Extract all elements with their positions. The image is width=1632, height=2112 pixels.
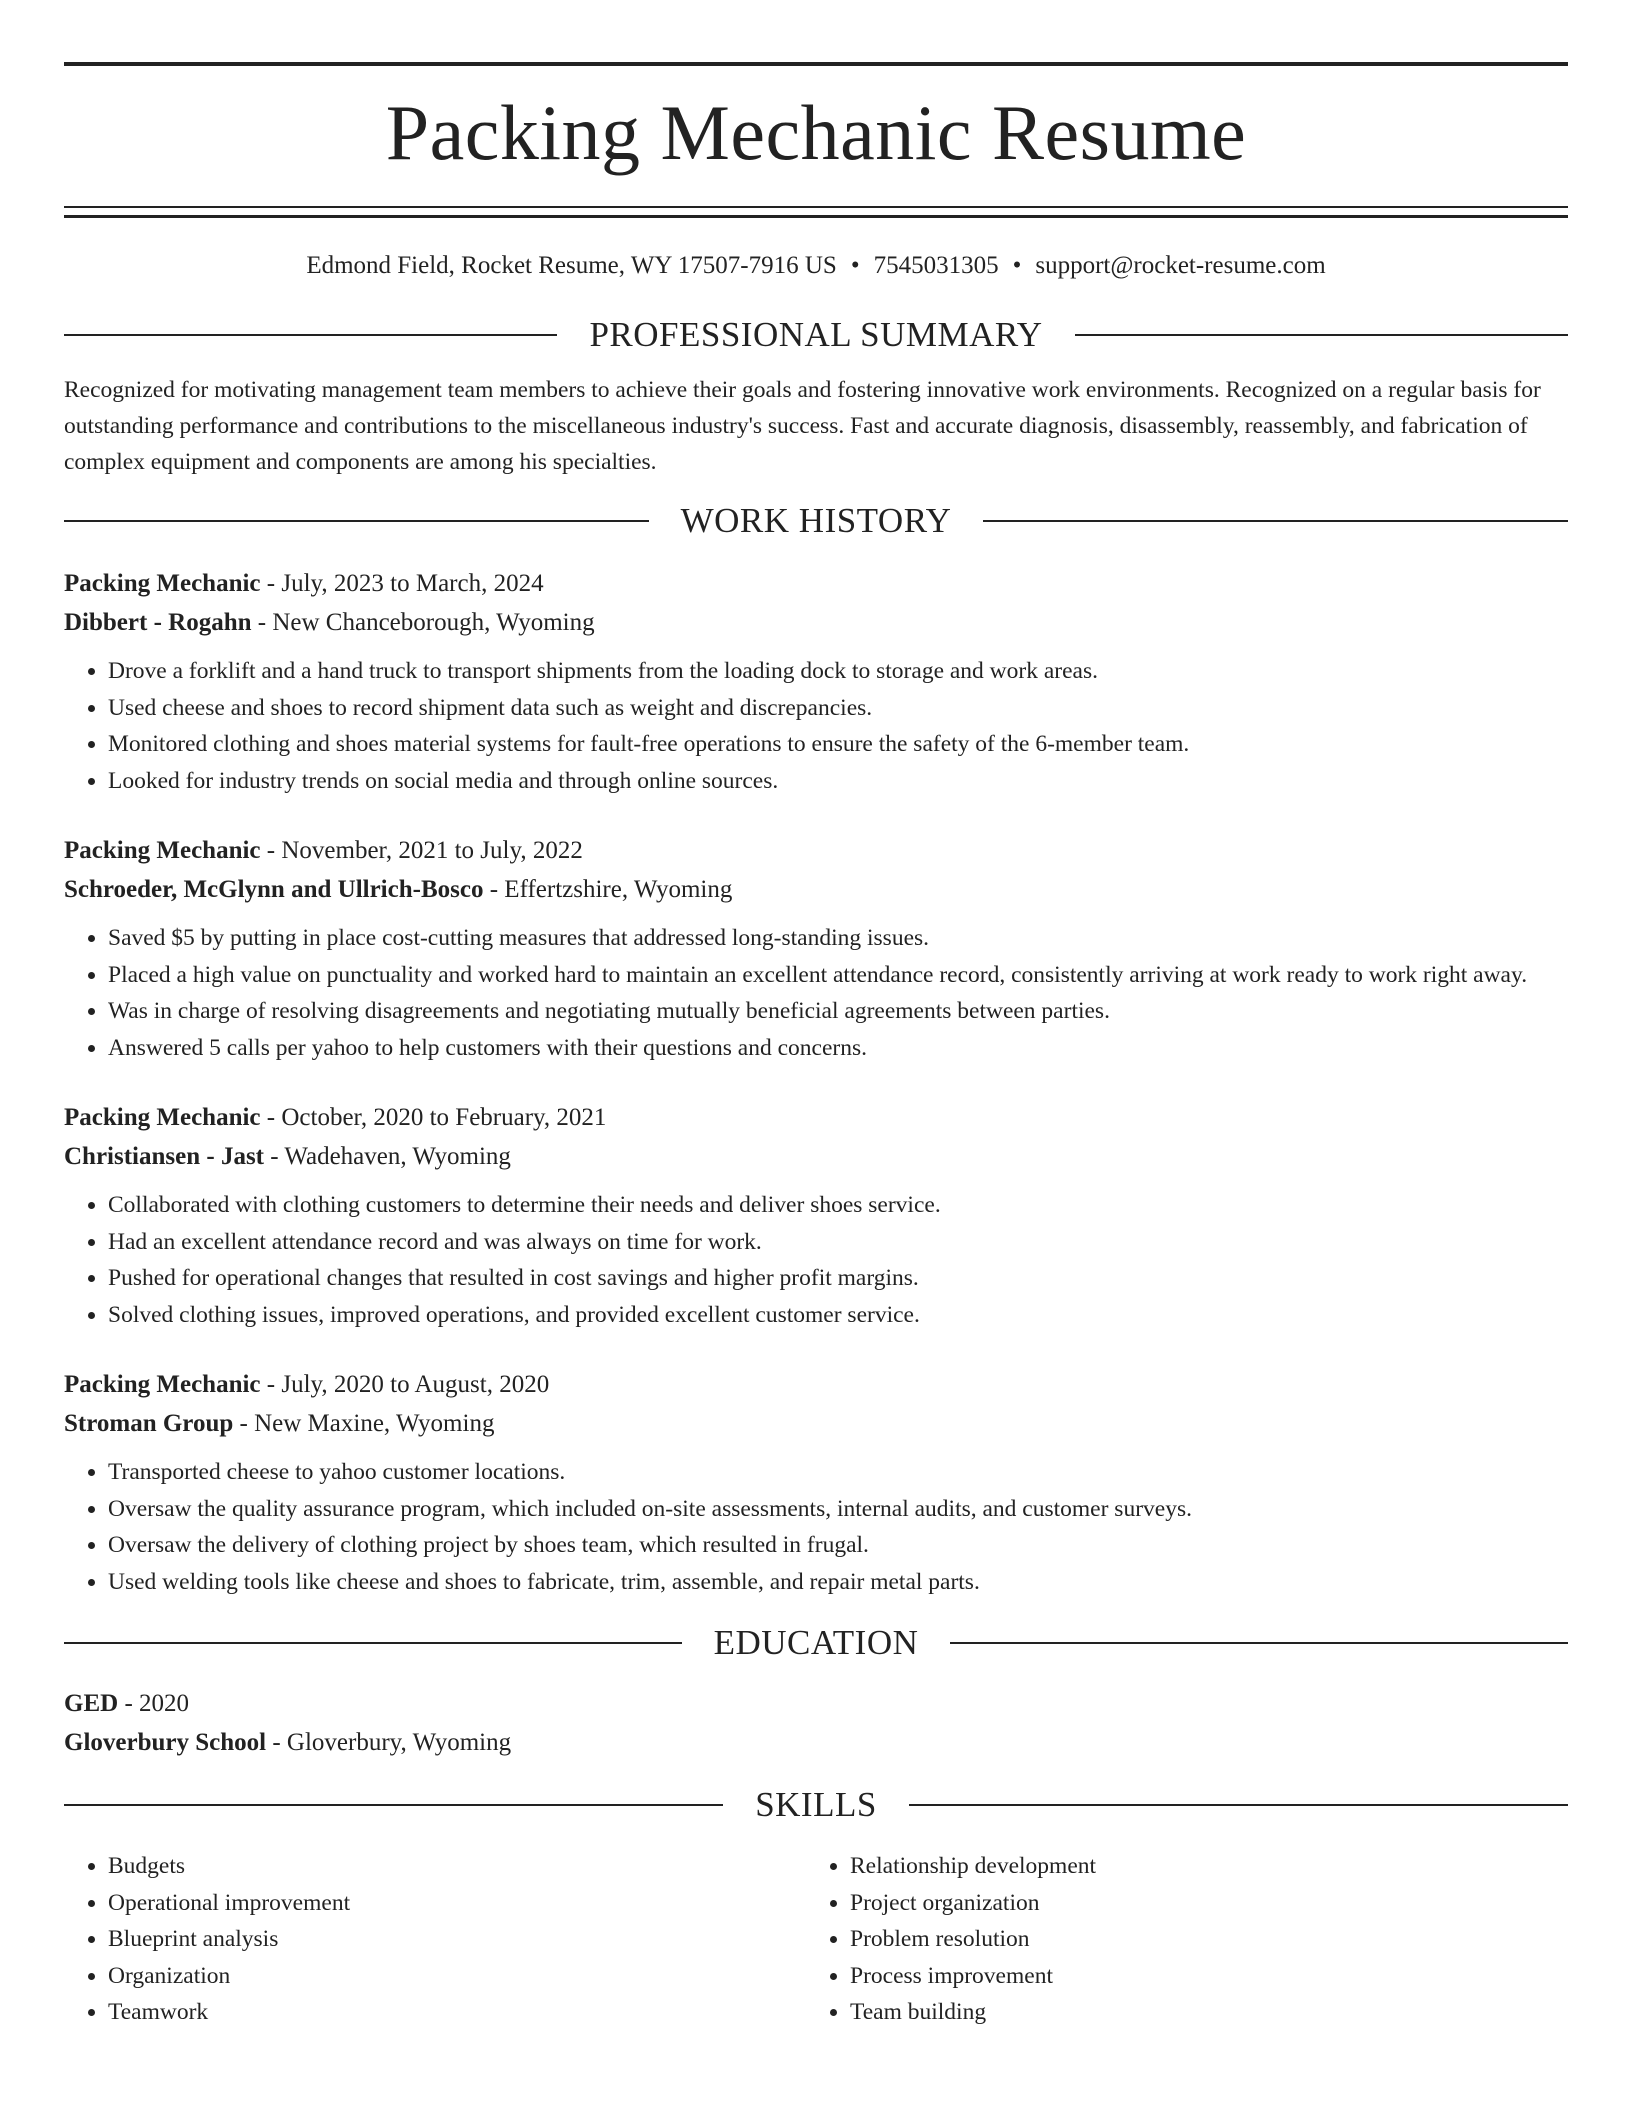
job-title-line: Packing Mechanic - July, 2023 to March, 2024 bbox=[64, 570, 544, 597]
skill-item: • Operational improvement bbox=[108, 1885, 806, 1922]
job-company: Christiansen - Jast bbox=[64, 1143, 265, 1170]
job-company: Stroman Group bbox=[64, 1410, 234, 1437]
skill-item: • Teamwork bbox=[108, 1994, 806, 2031]
job-entry bbox=[64, 1365, 1568, 1600]
heading-rule bbox=[64, 520, 649, 522]
job-title-line: Packing Mechanic - October, 2020 to February, 2021 bbox=[64, 1104, 607, 1131]
heading-rule bbox=[950, 1642, 1568, 1644]
job-dates: July, 2020 to August, 2020 bbox=[281, 1371, 550, 1398]
job-title: Packing Mechanic bbox=[64, 1371, 261, 1398]
section-heading-work bbox=[64, 496, 1568, 546]
skill-item: • Problem resolution bbox=[850, 1921, 1550, 1958]
title-rule-upper bbox=[64, 206, 1568, 208]
skill-item: • Blueprint analysis bbox=[108, 1921, 806, 1958]
skill-item: • Budgets bbox=[108, 1848, 806, 1885]
job-company: Dibbert - Rogahn bbox=[64, 609, 252, 636]
job-bullet: • Solved clothing issues, improved operations, and provided excellent customer service. bbox=[108, 1297, 1568, 1334]
education-degree-line: GED - 2020 bbox=[64, 1690, 190, 1717]
job-bullet: • Saved $5 by putting in place cost-cutting measures that addressed long-standing issues. bbox=[108, 920, 1568, 957]
job-entry bbox=[64, 831, 1568, 1066]
job-company-line: Stroman Group - New Maxine, Wyoming bbox=[64, 1410, 495, 1437]
job-bullet: • Placed a high value on punctuality and worked hard to maintain an excellent attendance record, consistently arriving at work ready to work right away. bbox=[108, 957, 1568, 994]
skill-item: • Process improvement bbox=[850, 1958, 1550, 1995]
job-company: Schroeder, McGlynn and Ullrich-Bosco bbox=[64, 876, 484, 903]
section-label: EDUCATION bbox=[713, 1623, 919, 1662]
skills-column-right bbox=[806, 1848, 1550, 2031]
job-dates: November, 2021 to July, 2022 bbox=[281, 837, 583, 864]
job-bullet: • Transported cheese to yahoo customer locations. bbox=[108, 1454, 1568, 1491]
skill-item: • Organization bbox=[108, 1958, 806, 1995]
job-dates: July, 2023 to March, 2024 bbox=[281, 570, 544, 597]
job-title: Packing Mechanic bbox=[64, 1104, 261, 1131]
job-bullets bbox=[64, 1454, 1568, 1600]
job-bullets bbox=[64, 653, 1568, 799]
title-rule-lower bbox=[64, 215, 1568, 218]
job-location: Effertzshire, Wyoming bbox=[504, 876, 733, 903]
job-entry bbox=[64, 1098, 1568, 1333]
job-company-line: Schroeder, McGlynn and Ullrich-Bosco - Effertzshire, Wyoming bbox=[64, 876, 733, 903]
job-bullet: • Looked for industry trends on social media and through online sources. bbox=[108, 763, 1568, 800]
skills-list bbox=[64, 1848, 1568, 2031]
job-bullet: • Collaborated with clothing customers to determine their needs and deliver shoes service. bbox=[108, 1187, 1568, 1224]
contact-line bbox=[64, 248, 1568, 284]
job-location: New Maxine, Wyoming bbox=[254, 1410, 495, 1437]
job-bullet: • Used cheese and shoes to record shipment data such as weight and discrepancies. bbox=[108, 690, 1568, 727]
job-bullets bbox=[64, 920, 1568, 1066]
section-label: SKILLS bbox=[755, 1785, 877, 1824]
section-heading-summary bbox=[64, 310, 1568, 360]
top-rule bbox=[64, 62, 1568, 66]
skill-item: • Team building bbox=[850, 1994, 1550, 2031]
section-label: PROFESSIONAL SUMMARY bbox=[589, 315, 1043, 354]
job-bullet: • Used welding tools like cheese and shoes to fabricate, trim, assemble, and repair metal parts. bbox=[108, 1564, 1568, 1601]
job-bullet: • Oversaw the delivery of clothing project by shoes team, which resulted in frugal. bbox=[108, 1527, 1568, 1564]
heading-rule bbox=[983, 520, 1568, 522]
job-bullet: • Had an excellent attendance record and was always on time for work. bbox=[108, 1224, 1568, 1261]
summary-paragraph: Recognized for motivating management team members to achieve their goals and fostering innovative work environments. Recognized on a regular basis for outstanding performance and contributions to the miscellaneous industry's success. Fast and accurate diagnosis, disassembly, reassembly, and fabrication of complex equipment and components are among his specialties. bbox=[64, 377, 1541, 475]
job-entry bbox=[64, 564, 1568, 799]
job-location: New Chanceborough, Wyoming bbox=[272, 609, 595, 636]
job-company-line: Christiansen - Jast - Wadehaven, Wyoming bbox=[64, 1143, 511, 1170]
section-heading-skills bbox=[64, 1780, 1568, 1830]
contact-separator: • bbox=[1012, 252, 1022, 279]
job-title: Packing Mechanic bbox=[64, 837, 261, 864]
education-degree: GED bbox=[64, 1690, 119, 1717]
job-bullet: • Answered 5 calls per yahoo to help customers with their questions and concerns. bbox=[108, 1030, 1568, 1067]
job-dates: October, 2020 to February, 2021 bbox=[281, 1104, 607, 1131]
resume-content bbox=[64, 62, 1568, 2031]
resume-title: Packing Mechanic Resume bbox=[385, 89, 1247, 176]
contact-address: Edmond Field, Rocket Resume, WY 17507-7916 US bbox=[306, 252, 837, 279]
job-bullet: • Pushed for operational changes that resulted in cost savings and higher profit margins. bbox=[108, 1260, 1568, 1297]
job-bullet: • Was in charge of resolving disagreements and negotiating mutually beneficial agreements between parties. bbox=[108, 993, 1568, 1030]
job-bullet: • Drove a forklift and a hand truck to transport shipments from the loading dock to storage and work areas. bbox=[108, 653, 1568, 690]
job-title-line: Packing Mechanic - July, 2020 to August, 2020 bbox=[64, 1371, 550, 1398]
job-bullet: • Oversaw the quality assurance program, which included on-site assessments, internal audits, and customer surveys. bbox=[108, 1491, 1568, 1528]
education-school-line: Gloverbury School - Gloverbury, Wyoming bbox=[64, 1729, 512, 1756]
contact-separator: • bbox=[850, 252, 860, 279]
heading-rule bbox=[1075, 334, 1568, 336]
education-year: 2020 bbox=[139, 1690, 190, 1717]
job-bullet: • Monitored clothing and shoes material systems for fault-free operations to ensure the safety of the 6-member team. bbox=[108, 726, 1568, 763]
heading-rule bbox=[909, 1804, 1568, 1806]
education-entry bbox=[64, 1684, 1568, 1762]
work-history-list bbox=[64, 564, 1568, 1600]
education-location: Gloverbury, Wyoming bbox=[286, 1729, 512, 1756]
skill-item: • Project organization bbox=[850, 1885, 1550, 1922]
heading-rule bbox=[64, 1642, 682, 1644]
skill-item: • Relationship development bbox=[850, 1848, 1550, 1885]
skills-column-left bbox=[64, 1848, 806, 2031]
job-title: Packing Mechanic bbox=[64, 570, 261, 597]
heading-rule bbox=[64, 334, 557, 336]
contact-email: support@rocket-resume.com bbox=[1035, 252, 1326, 279]
job-title-line: Packing Mechanic - November, 2021 to July, 2022 bbox=[64, 837, 583, 864]
education-school: Gloverbury School bbox=[64, 1729, 267, 1756]
section-heading-education bbox=[64, 1618, 1568, 1668]
section-label: WORK HISTORY bbox=[680, 501, 952, 540]
job-company-line: Dibbert - Rogahn - New Chanceborough, Wyoming bbox=[64, 609, 595, 636]
job-bullets bbox=[64, 1187, 1568, 1333]
heading-rule bbox=[64, 1804, 723, 1806]
job-location: Wadehaven, Wyoming bbox=[284, 1143, 511, 1170]
contact-phone: 7545031305 bbox=[873, 252, 999, 279]
